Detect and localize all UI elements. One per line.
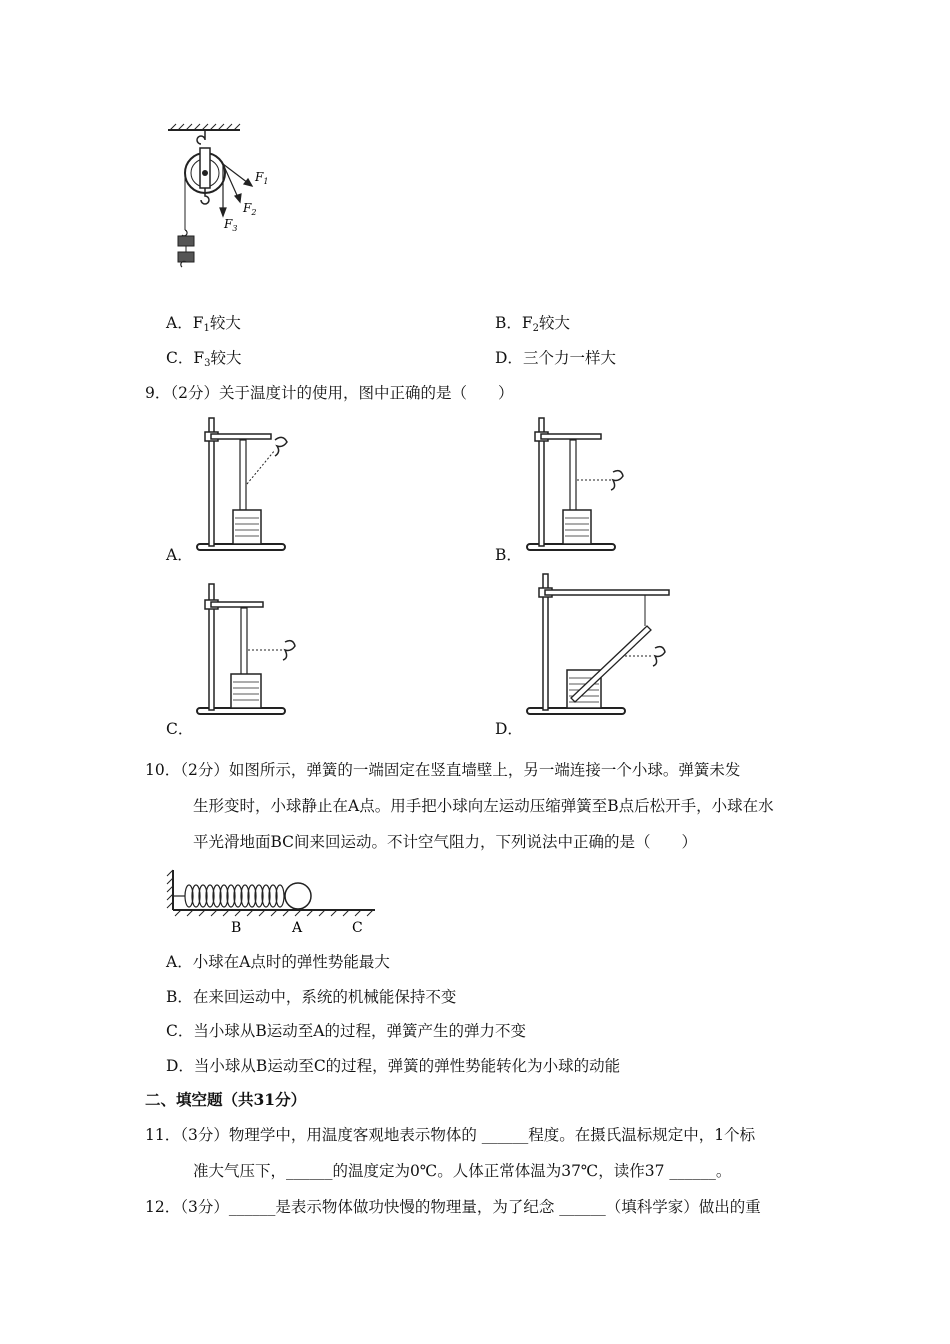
point-a-label: A bbox=[292, 920, 303, 936]
f2-label: $F_2$ bbox=[243, 201, 257, 217]
q10-line-2: 生形变时，小球静止在A点。用手把小球向左运动压缩弹簧至B点后松开手，小球在水 bbox=[193, 797, 774, 815]
point-b-label: B bbox=[231, 920, 242, 936]
q10-option-a: A．小球在A点时的弹性势能最大 bbox=[166, 953, 390, 971]
q10-line-3: 平光滑地面BC间来回运动。不计空气阻力，下列说法中正确的是（ ） bbox=[193, 833, 698, 851]
q10-option-b: B．在来回运动中，系统的机械能保持不变 bbox=[166, 988, 457, 1006]
q8-option-b: B．$F_2$较大 bbox=[495, 314, 571, 334]
section-title: 二、填空题（共31分） bbox=[145, 1090, 307, 1109]
q9-option-d: D． bbox=[495, 720, 523, 738]
point-c-label: C bbox=[352, 920, 363, 936]
pulley-figure bbox=[160, 118, 290, 278]
q8-option-c: C．$F_3$较大 bbox=[166, 349, 242, 369]
q9-option-b: B． bbox=[495, 546, 522, 564]
spring-figure bbox=[165, 866, 380, 938]
q10-line-1: 10．（2分）如图所示，弹簧的一端固定在竖直墙壁上，另一端连接一个小球。弹簧未发 bbox=[145, 761, 741, 779]
q9-stem: 9．（2分）关于温度计的使用，图中正确的是（ ） bbox=[145, 384, 514, 402]
thermometer-figure-d bbox=[525, 570, 685, 720]
q10-option-c: C．当小球从B运动至A的过程，弹簧产生的弹力不变 bbox=[166, 1022, 526, 1040]
thermometer-figure-a bbox=[195, 410, 305, 555]
thermometer-figure-b bbox=[525, 410, 635, 555]
q9-option-a: A． bbox=[166, 546, 193, 564]
f3-label: $F_3$ bbox=[224, 217, 238, 233]
q11-line-1: 11．（3分）物理学中，用温度客观地表示物体的 ______程度。在摄氏温标规定中，1个标 bbox=[145, 1126, 756, 1144]
q12-line-1: 12．（3分）______是表示物体做功快慢的物理量，为了纪念 ______（填科学家）做出的重 bbox=[145, 1198, 761, 1216]
q8-option-d: D．三个力一样大 bbox=[495, 349, 616, 367]
q8-option-a: A．$F_1$较大 bbox=[166, 314, 241, 334]
thermometer-figure-c bbox=[195, 580, 305, 720]
q9-option-c: C． bbox=[166, 720, 194, 738]
q10-option-d: D．当小球从B运动至C的过程，弹簧的弹性势能转化为小球的动能 bbox=[166, 1057, 621, 1075]
f1-label: $F_1$ bbox=[255, 170, 269, 186]
q11-line-2: 准大气压下，______的温度定为0℃。人体正常体温为37℃，读作37 ______。 bbox=[193, 1162, 732, 1180]
